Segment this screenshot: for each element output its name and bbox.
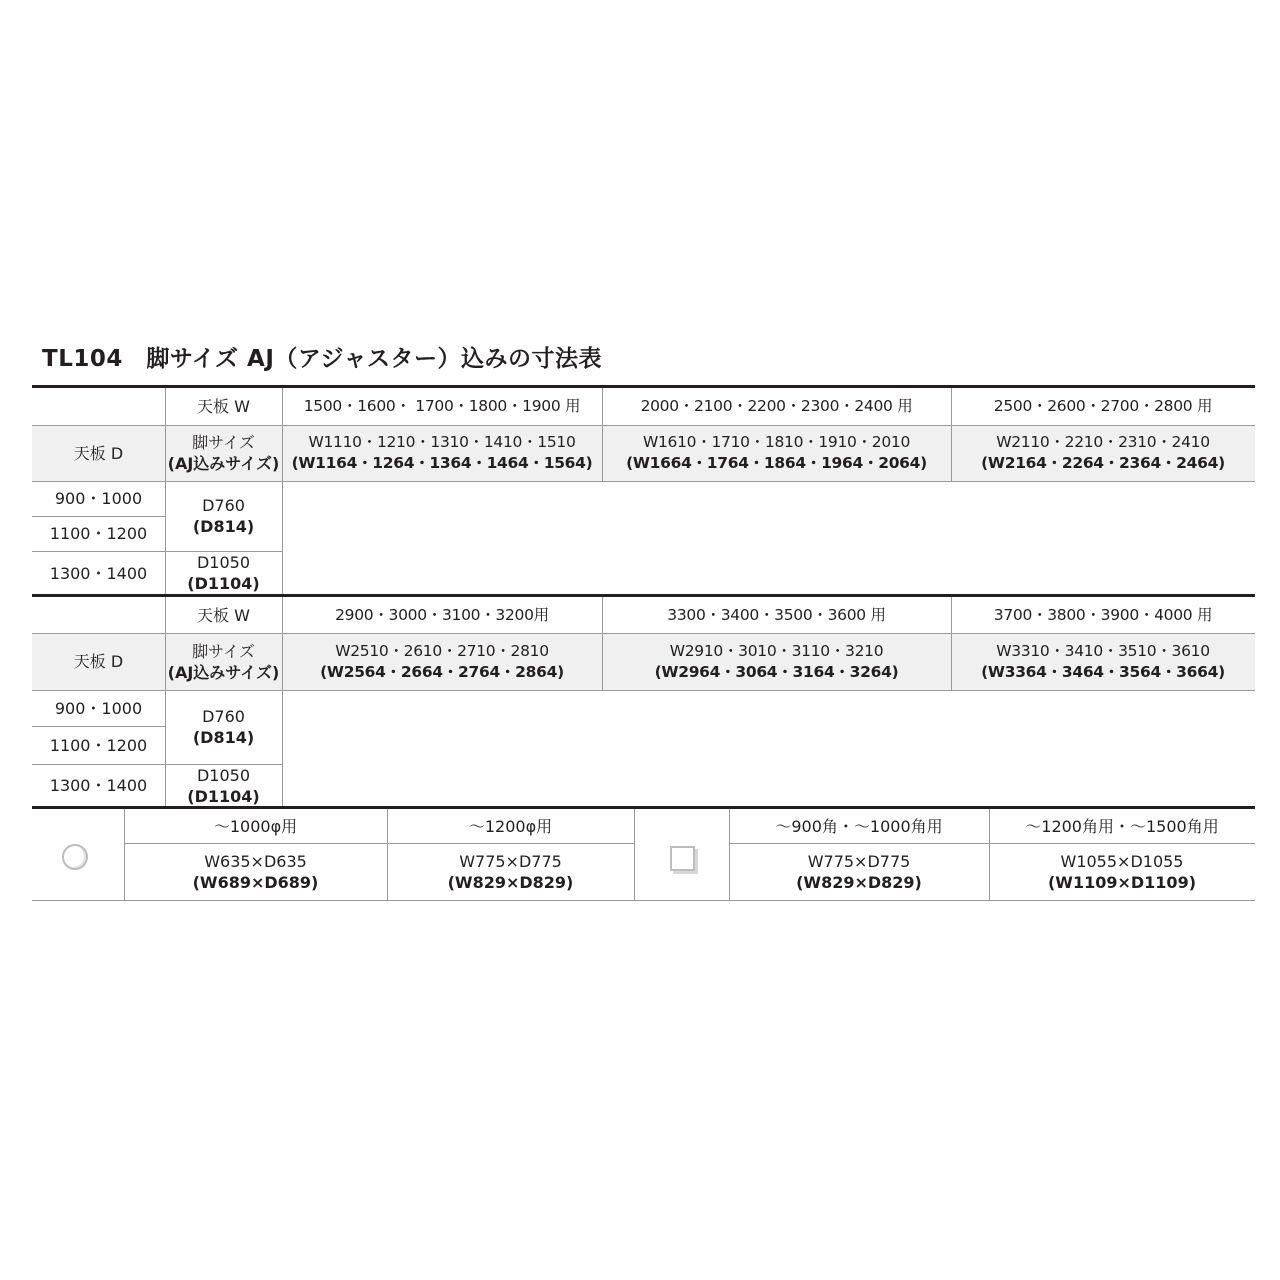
- round-leg-size-1: [124, 843, 387, 900]
- circle-icon: [62, 844, 88, 870]
- square-icon: [670, 846, 695, 871]
- leg-width-aj-value: (W2564・2664・2764・2864): [320, 662, 564, 681]
- top-w-label: 天板 W: [197, 605, 250, 625]
- leg-depth-1: [165, 481, 282, 551]
- top-d-label: 天板 D: [73, 443, 124, 463]
- leg-size-aj-text: (AJ込みサイズ): [167, 662, 280, 682]
- round-size-label-2: 〜1200φ用: [468, 816, 553, 836]
- depth-row: 900・1000: [54, 698, 143, 718]
- leg-size-label: [165, 425, 282, 481]
- depth-row: 1100・1200: [49, 524, 148, 543]
- leg-width-2: [602, 633, 951, 690]
- leg-depth-2: [165, 551, 282, 595]
- leg-depth-value: D1050: [196, 553, 251, 572]
- width-range-1: 1500・1600・ 1700・1800・1900 用: [303, 397, 581, 415]
- leg-width-aj-value: (W2964・3064・3164・3264): [654, 662, 899, 681]
- width-range-3: 3700・3800・3900・4000 用: [993, 605, 1213, 624]
- leg-width-aj-value: (W1664・1764・1864・1964・2064): [626, 454, 927, 472]
- leg-size-aj-value: (W829×D829): [796, 872, 922, 892]
- table-3-bottom-rule: [32, 900, 1255, 901]
- leg-width-1: [282, 633, 602, 690]
- square-leg-size-1: [729, 843, 989, 900]
- leg-size-aj-value: (W1109×D1109): [1047, 872, 1197, 892]
- round-leg-size-2: [387, 843, 634, 900]
- top-d-label: 天板 D: [73, 652, 124, 671]
- leg-width-value: W2510・2610・2710・2810: [335, 641, 549, 660]
- leg-depth-aj-value: (D1104): [187, 786, 260, 806]
- width-range-1: 2900・3000・3100・3200用: [335, 605, 549, 624]
- leg-width-aj-value: (W3364・3464・3564・3664): [981, 662, 1225, 681]
- leg-depth-value: D1050: [196, 765, 251, 785]
- depth-row: 900・1000: [54, 489, 143, 508]
- leg-size-aj-text: (AJ込みサイズ): [167, 454, 280, 473]
- leg-depth-1: [165, 690, 282, 764]
- leg-size-text: 脚サイズ: [192, 433, 255, 452]
- leg-width-3: [951, 425, 1255, 481]
- leg-depth-value: D760: [202, 707, 245, 726]
- leg-width-aj-value: (W2164・2264・2364・2464): [981, 454, 1225, 472]
- leg-depth-aj-value: (D814): [192, 517, 255, 536]
- leg-size-value: W775×D775: [459, 851, 562, 871]
- leg-size-aj-value: (W689×D689): [192, 872, 319, 892]
- width-range-3: 2500・2600・2700・2800 用: [993, 397, 1213, 415]
- leg-depth-aj-value: (D1104): [187, 574, 260, 593]
- depth-row: 1100・1200: [49, 735, 148, 755]
- leg-size-value: W775×D775: [807, 851, 911, 871]
- depth-row: 1300・1400: [49, 563, 148, 583]
- leg-width-value: W2110・2210・2310・2410: [996, 433, 1210, 451]
- leg-size-text: 脚サイズ: [192, 641, 255, 661]
- leg-size-aj-value: (W829×D829): [447, 872, 574, 892]
- leg-depth-value: D760: [202, 496, 245, 515]
- leg-depth-2: [165, 764, 282, 807]
- leg-width-2: [602, 425, 951, 481]
- depth-row: 1300・1400: [49, 776, 148, 795]
- leg-size-value: W1055×D1055: [1060, 851, 1184, 871]
- leg-size-value: W635×D635: [204, 851, 307, 871]
- leg-width-value: W3310・3410・3510・3610: [996, 641, 1210, 660]
- leg-size-label: [165, 633, 282, 690]
- leg-width-1: [282, 425, 602, 481]
- leg-width-value: W1110・1210・1310・1410・1510: [308, 433, 576, 451]
- top-w-label: 天板 W: [197, 397, 250, 416]
- divider: [634, 809, 635, 900]
- leg-width-3: [951, 633, 1255, 690]
- round-size-label-1: 〜1000φ用: [213, 816, 298, 836]
- leg-depth-aj-value: (D814): [192, 728, 255, 747]
- square-leg-size-2: [989, 843, 1255, 900]
- leg-width-value: W1610・1710・1810・1910・2010: [642, 433, 911, 451]
- leg-width-value: W2910・3010・3110・3210: [669, 641, 884, 660]
- square-size-label-2: 〜1200角用・〜1500角用: [1025, 816, 1219, 836]
- width-range-2: 2000・2100・2200・2300・2400 用: [640, 397, 913, 415]
- width-range-2: 3300・3400・3500・3600 用: [667, 605, 886, 624]
- page-title: TL104 脚サイズ AJ（アジャスター）込みの寸法表: [42, 346, 603, 372]
- leg-width-aj-value: (W1164・1264・1364・1464・1564): [291, 454, 593, 472]
- square-size-label-1: 〜900角・〜1000角用: [775, 816, 943, 836]
